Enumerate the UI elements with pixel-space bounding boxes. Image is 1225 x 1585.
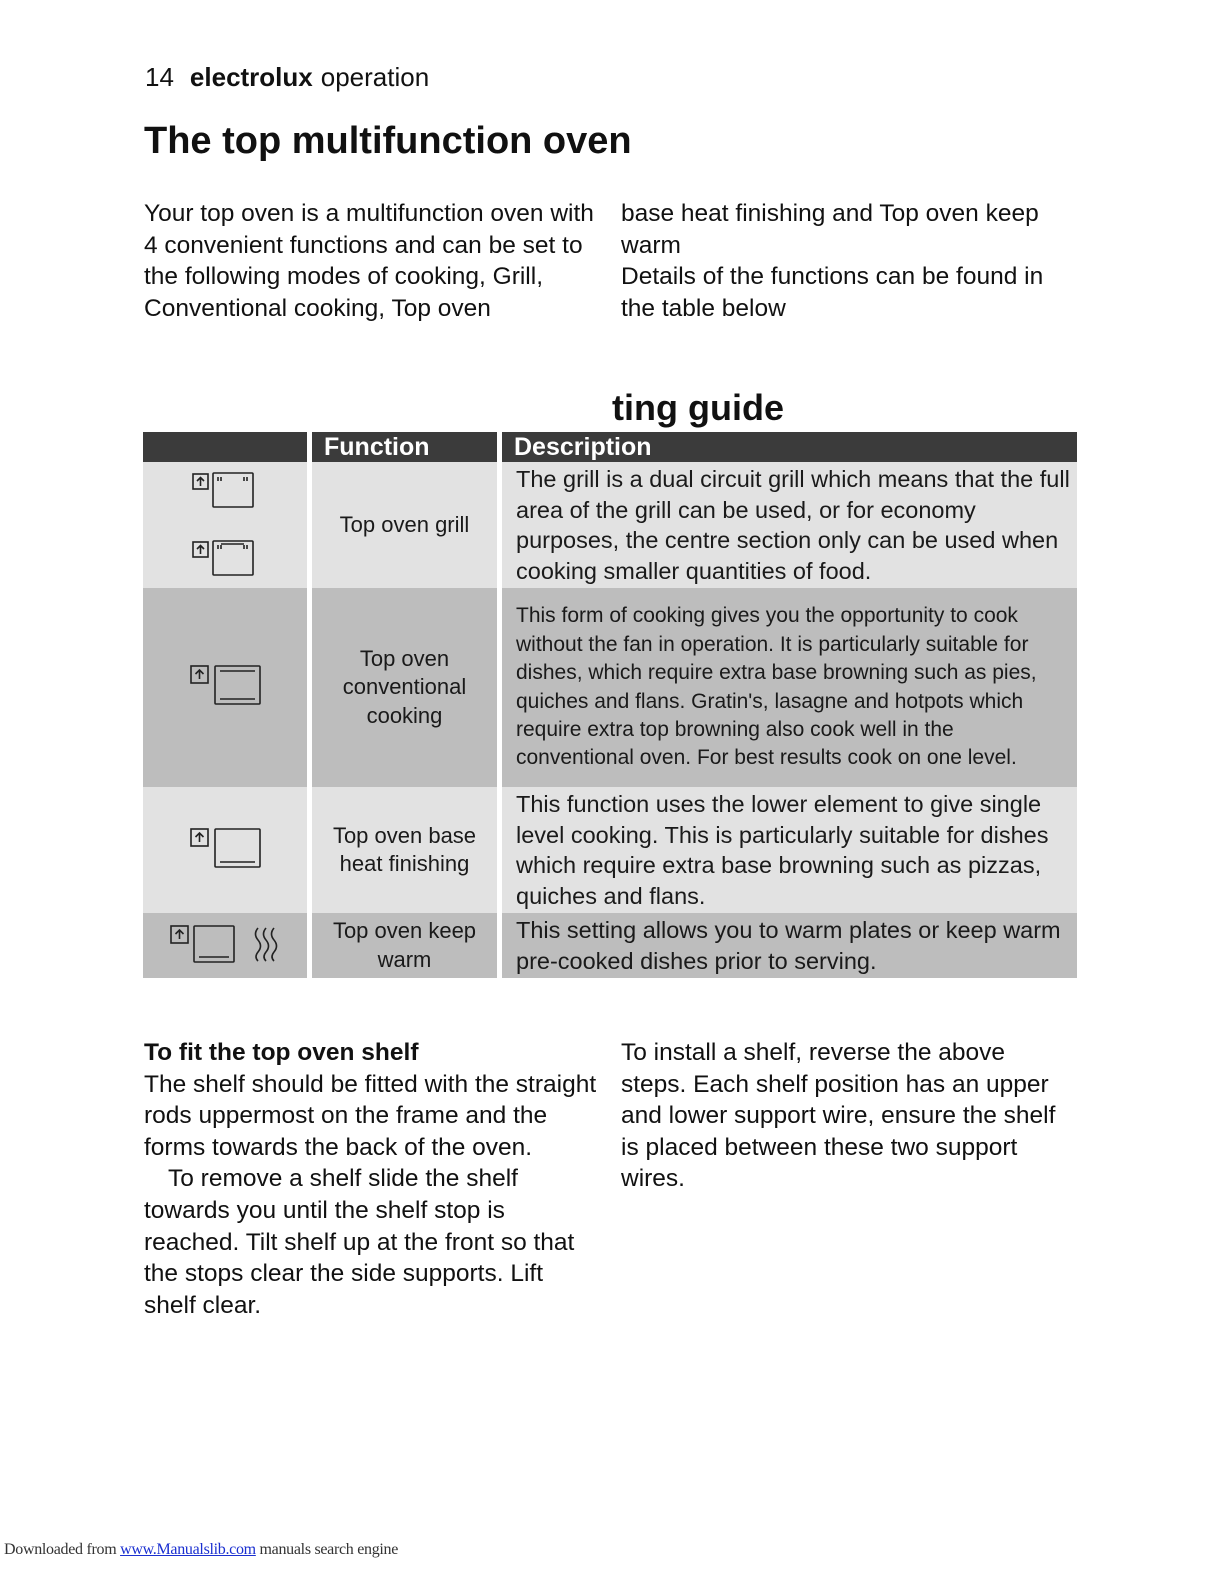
footer-prefix: Downloaded from [4, 1541, 121, 1558]
intro-paragraph: Details of the functions can be found in the table below [621, 263, 1044, 322]
table-row [143, 588, 1077, 787]
brand-name: electrolux [189, 62, 313, 92]
icon-cell [143, 588, 307, 787]
oven-settings-table [143, 432, 1077, 978]
table-row [143, 913, 1077, 978]
table-header-row [143, 432, 1077, 462]
top-oven-conventional-icon [185, 662, 265, 708]
header-function: Function [307, 432, 497, 462]
shelf-paragraph: The shelf should be fitted with the straight rods uppermost on the frame and the forms towards the back of the oven. [144, 1070, 597, 1161]
function-cell: Top oven keep warm [307, 913, 497, 978]
function-cell: Top oven grill [307, 462, 497, 588]
icon-cell [143, 462, 307, 588]
page-title: The top multifunction oven [144, 120, 632, 162]
page-header [145, 62, 429, 93]
manualslib-link[interactable]: www.Manualslib.com [120, 1541, 256, 1558]
page-number: 14 [145, 62, 174, 92]
description-cell: This form of cooking gives you the opportunity to cook without the fan in operation. It is particularly suitable for dishes, which require extra base browning such as pies, quiches and flans. Gratin's, lasagne and hotpots which require extra top browning also cook well in the conventional oven. For best results cook on one level. [497, 588, 1077, 787]
shelf-section-right [621, 1037, 1076, 1195]
description-cell: This function uses the lower element to give single level cooking. This is particularly suitable for dishes which require extra base browning such as pizzas, quiches and flans. [497, 787, 1077, 913]
description-cell: The grill is a dual circuit grill which means that the full area of the grill can be used, or for economy purposes, the centre section only can be used when cooking smaller quantities of food. [497, 462, 1077, 588]
icon-cell [143, 913, 307, 978]
header-icon-column [143, 432, 307, 462]
shelf-heading: To fit the top oven shelf [144, 1039, 419, 1066]
shelf-paragraph: To install a shelf, reverse the above steps. Each shelf position has an upper and lower support wire, ensure the shelf is placed between these two support wires. [621, 1039, 1056, 1193]
top-oven-keep-warm-icon [165, 920, 285, 966]
shelf-section-left [144, 1037, 599, 1321]
table-row [143, 787, 1077, 913]
intro-text-left: Your top oven is a multifunction oven with 4 convenient functions and can be set to the following modes of cooking, Grill, Conventional cooking, Top oven [144, 200, 594, 322]
shelf-paragraph: To remove a shelf slide the shelf towards you until the shelf stop is reached. Tilt shelf up at the front so that the stops clear the side supports. Lift shelf clear. [144, 1165, 575, 1319]
table-row [143, 462, 1077, 588]
intro-text-right [621, 198, 1081, 324]
top-oven-grill-icon [185, 468, 265, 578]
footer-suffix: manuals search engine [255, 1541, 399, 1558]
section-name: operation [320, 62, 430, 92]
description-cell: This setting allows you to warm plates or keep warm pre-cooked dishes prior to serving. [497, 913, 1077, 978]
function-cell: Top oven base heat finishing [307, 787, 497, 913]
icon-cell [143, 787, 307, 913]
table-heading: ting guide [612, 387, 784, 428]
header-description: Description [497, 432, 1077, 462]
top-oven-base-heat-icon [185, 825, 265, 871]
function-cell: Top oven conventional cooking [307, 588, 497, 787]
download-footer [4, 1541, 398, 1559]
intro-paragraph: base heat finishing and Top oven keep warm [621, 200, 1039, 259]
